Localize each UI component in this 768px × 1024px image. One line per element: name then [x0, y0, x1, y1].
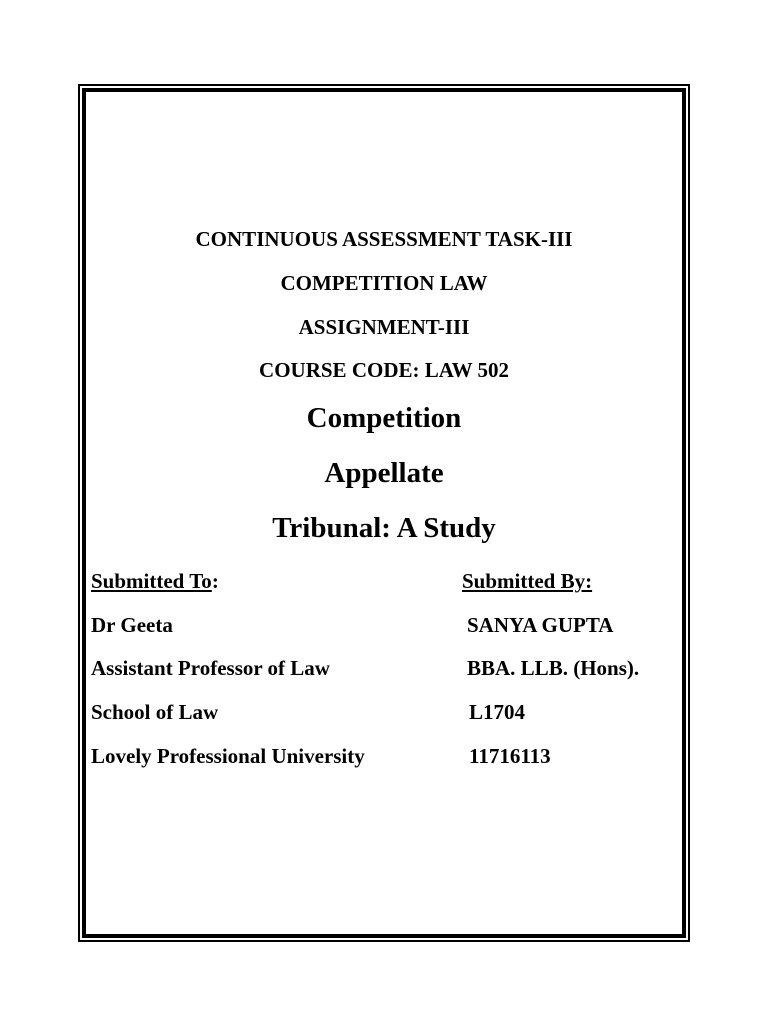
- subject-heading: COMPETITION LAW: [280, 271, 488, 295]
- task-heading: CONTINUOUS ASSESSMENT TASK-III: [195, 227, 573, 251]
- submitted-to-colon: :: [211, 569, 219, 593]
- university-name: Lovely Professional University: [91, 744, 365, 768]
- title-line-2: Appellate: [324, 457, 444, 489]
- submitted-to-label: Submitted To: [91, 569, 212, 593]
- submitted-to-heading: [91, 569, 219, 594]
- supervisor-name: Dr Geeta: [91, 613, 173, 637]
- student-registration-number: 11716113: [469, 744, 551, 768]
- title-line-3: Tribunal: A Study: [272, 512, 496, 544]
- course-code-heading: COURSE CODE: LAW 502: [259, 358, 509, 382]
- assignment-heading: ASSIGNMENT-III: [298, 315, 470, 339]
- student-name: SANYA GUPTA: [467, 613, 614, 637]
- student-program: BBA. LLB. (Hons).: [467, 656, 640, 680]
- school-name: School of Law: [91, 700, 219, 724]
- title-line-1: Competition: [306, 402, 462, 434]
- student-section: L1704: [469, 700, 526, 724]
- submitted-by-label: Submitted By:: [462, 569, 593, 593]
- supervisor-designation: Assistant Professor of Law: [91, 656, 330, 680]
